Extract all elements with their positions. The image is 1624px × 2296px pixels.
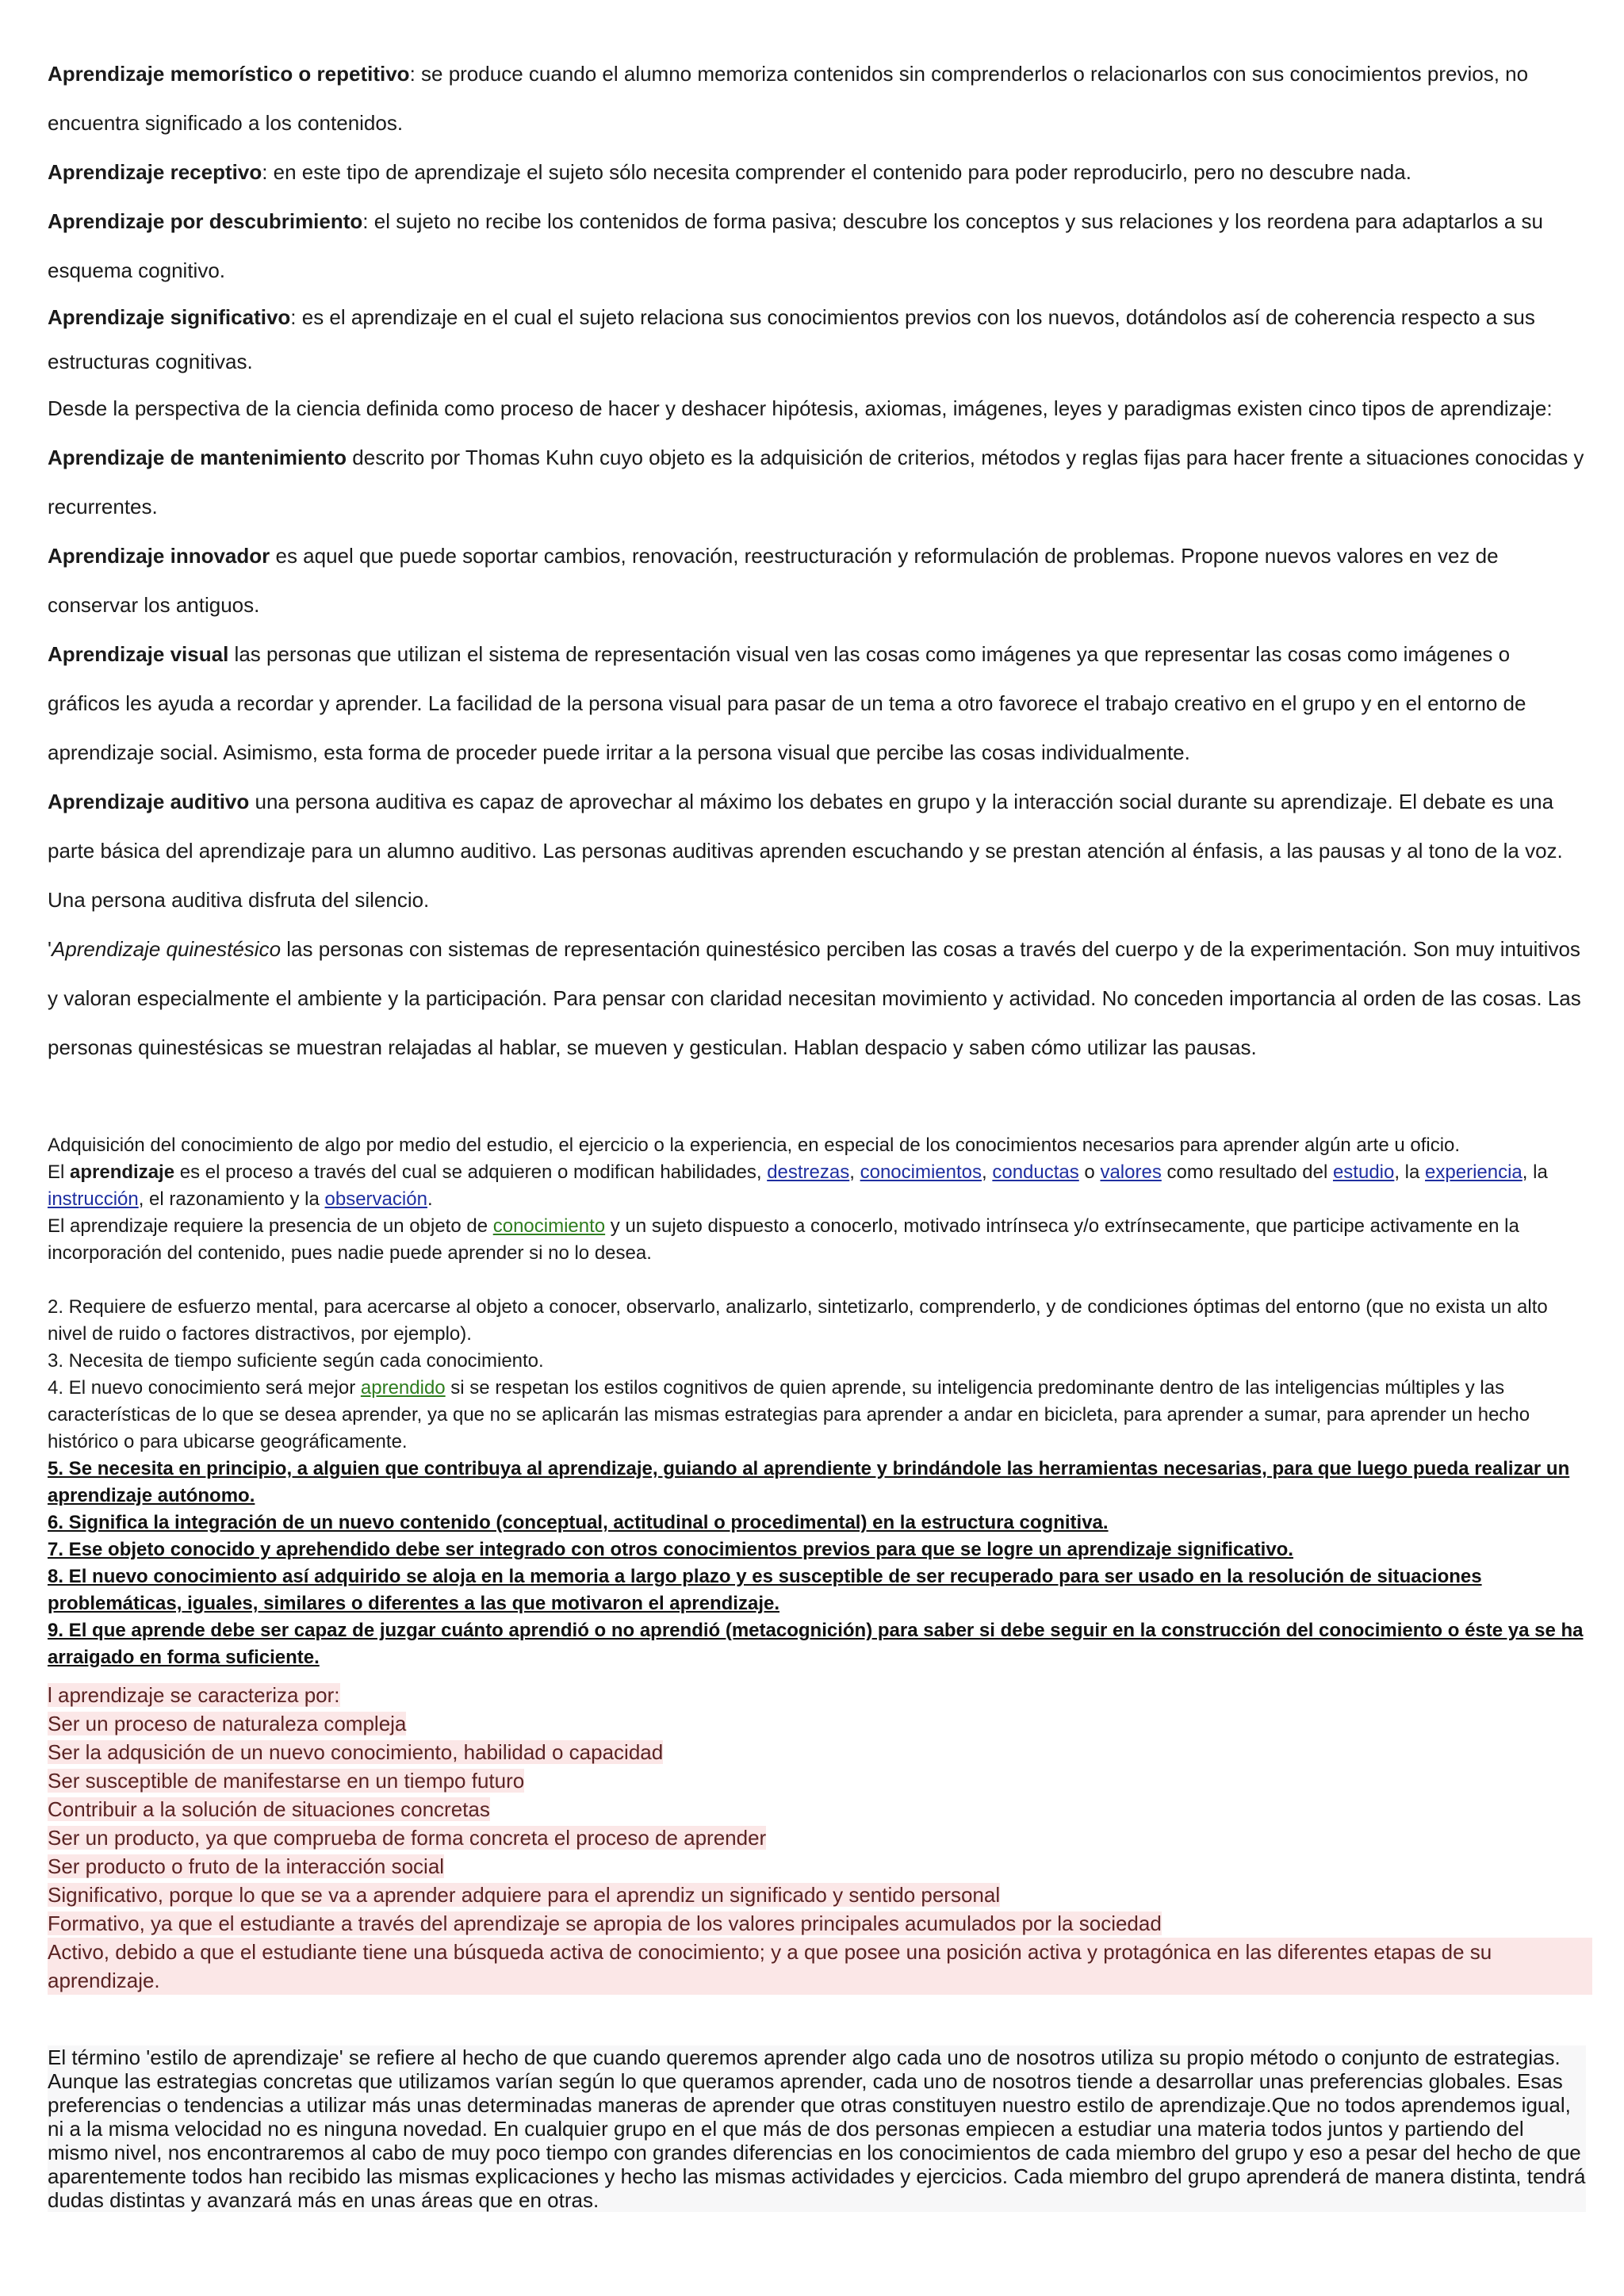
- highlighted-text: l aprendizaje se caracteriza por:: [48, 1683, 340, 1707]
- highlighted-text: Ser un proceso de naturaleza compleja: [48, 1712, 407, 1735]
- link-valores[interactable]: valores: [1100, 1161, 1162, 1183]
- definition: es aquel que puede soportar cambios, renovación, reestructuración y reformulación de problemas. Propone nuevos valores en vez de conservar los antiguos.: [48, 544, 1499, 617]
- link-conductas[interactable]: conductas: [992, 1161, 1079, 1183]
- term: Aprendizaje por descubrimiento: [48, 209, 363, 233]
- link-conocimientos[interactable]: conocimientos: [860, 1161, 982, 1183]
- paragraph-quinestesico: [48, 924, 1586, 1072]
- list-item-5: 5. Se necesita en principio, a alguien que contribuya al aprendizaje, guiando al aprendiente y brindándole las herramientas necesarias, para que luego pueda realizar un aprendizaje autónomo.: [48, 1458, 1570, 1506]
- term: Aprendizaje significativo: [48, 305, 291, 329]
- definition: descrito por Thomas Kuhn cuyo objeto es la adquisición de criterios, métodos y reglas fijas para hacer frente a situaciones conocidas y recurrentes.: [48, 446, 1584, 519]
- characteristics-heading: [48, 1681, 1592, 1709]
- paragraph-mantenimiento: [48, 433, 1586, 531]
- definition: una persona auditiva es capaz de aprovechar al máximo los debates en grupo y la interacción social durante su aprendizaje. El debate es una parte básica del aprendizaje para un alumno auditivo. Las personas auditivas aprenden escuchando y se prestan atención al énfasis, a las pausas y al tono de la voz. Una persona auditiva disfruta del silencio.: [48, 790, 1563, 912]
- term: Aprendizaje quinestésico: [51, 937, 282, 961]
- list-item-7: 7. Ese objeto conocido y aprehendido debe ser integrado con otros conocimientos previos para que se logre un aprendizaje significativo.: [48, 1539, 1294, 1560]
- highlighted-text: Ser producto o fruto de la interacción social: [48, 1854, 445, 1878]
- learning-style-section: [48, 2045, 1586, 2212]
- link-destrezas[interactable]: destrezas: [767, 1161, 850, 1183]
- text-run: es el proceso a través del cual se adquieren o modifican habilidades,: [174, 1161, 768, 1183]
- text-run: , la: [1394, 1161, 1426, 1183]
- link-aprendido[interactable]: aprendido: [360, 1377, 446, 1399]
- highlighted-text: Contribuir a la solución de situaciones concretas: [48, 1797, 490, 1821]
- paragraph-adquisicion: Adquisición del conocimiento de algo por medio del estudio, el ejercicio o la experiencia, en especial de los conocimientos necesarios para aprender algún arte u oficio.: [48, 1135, 1461, 1156]
- text-run: si se respetan los estilos cognitivos de quien aprende, su inteligencia predominante dentro de las inteligencias múltiples y las características de lo que se desea aprender, ya que no se aplicarán las mismas estrategias para aprender a andar en bicicleta, para aprender a sumar, para aprender un hecho histórico o para ubicarse geográficamente.: [48, 1377, 1530, 1452]
- definition: : el sujeto no recibe los contenidos de forma pasiva; descubre los conceptos y sus relaciones y los reordena para adaptarlos a su esquema cognitivo.: [48, 209, 1543, 282]
- paragraph-auditivo: [48, 777, 1586, 924]
- text-run: El aprendizaje requiere la presencia de un objeto de: [48, 1215, 493, 1237]
- paragraph-significativo: [48, 295, 1586, 384]
- text-run: y un sujeto dispuesto a conocerlo, motivado intrínseca y/o extrínsecamente, que participe activamente en la incorporación del contenido, pues nadie puede aprender si no lo desea.: [48, 1215, 1519, 1264]
- term: Aprendizaje visual: [48, 642, 229, 666]
- list-item-4: [48, 1375, 1586, 1456]
- characteristics-section: [48, 1681, 1592, 1995]
- characteristic-item: [48, 1823, 1592, 1852]
- highlighted-text: Ser la adqusición de un nuevo conocimiento, habilidad o capacidad: [48, 1740, 664, 1764]
- characteristic-item: [48, 1795, 1592, 1823]
- paragraph-estilo-aprendizaje: El término 'estilo de aprendizaje' se refiere al hecho de que cuando queremos aprender algo cada uno de nosotros utiliza su propio método o conjunto de estrategias. Aunque las estrategias concretas que utilizamos varían según lo que queramos aprender, cada uno de nosotros tiende a desarrollar unas preferencias globales. Esas preferencias o tendencias a utilizar más unas determinadas maneras de aprender que otras constituyen nuestro estilo de aprendizaje.Que no todos aprendemos igual, ni a la misma velocidad no es ninguna novedad. En cualquier grupo en el que más de dos personas empiecen a estudiar una materia todos juntos y partiendo del mismo nivel, nos encontraremos al cabo de muy poco tiempo con grandes diferencias en los conocimientos de cada miembro del grupo y eso a pesar del hecho de que aparentemente todos han recibido las mismas explicaciones y hecho las mismas actividades y ejercicios. Cada miembro del grupo aprenderá de manera distinta, tendrá dudas distintas y avanzará más en unas áreas que en otras.: [48, 2045, 1586, 2212]
- list-item-9: 9. El que aprende debe ser capaz de juzgar cuánto aprendió o no aprendió (metacognición) para saber si debe seguir en la construcción del conocimiento o éste ya se ha arraigado en forma suficiente.: [48, 1620, 1584, 1668]
- text-run: ,: [982, 1161, 993, 1183]
- term: Aprendizaje auditivo: [48, 790, 250, 813]
- definition: : en este tipo de aprendizaje el sujeto sólo necesita comprender el contenido para poder reproducirlo, pero no descubre nada.: [262, 160, 1411, 184]
- paragraph-definicion: [48, 1159, 1586, 1213]
- highlighted-text: Activo, debido a que el estudiante tiene una búsqueda activa de conocimiento; y a que posee una posición activa y protagónica en las diferentes etapas de su aprendizaje.: [48, 1940, 1492, 1992]
- definition: Desde la perspectiva de la ciencia definida como proceso de hacer y deshacer hipótesis, axiomas, imágenes, leyes y paradigmas existen cinco tipos de aprendizaje:: [48, 396, 1553, 420]
- term: Aprendizaje de mantenimiento: [48, 446, 347, 469]
- highlighted-text: Ser susceptible de manifestarse en un tiempo futuro: [48, 1769, 525, 1793]
- paragraph-visual: [48, 629, 1586, 777]
- definition: : es el aprendizaje en el cual el sujeto relaciona sus conocimientos previos con los nuevos, dotándolos así de coherencia respecto a sus estructuras cognitivas.: [48, 305, 1535, 373]
- paragraph-innovador: [48, 531, 1586, 629]
- definition: : se produce cuando el alumno memoriza contenidos sin comprenderlos o relacionarlos con sus conocimientos previos, no encuentra significado a los contenidos.: [48, 62, 1529, 135]
- text-run: , el razonamiento y la: [138, 1188, 325, 1210]
- link-conocimiento[interactable]: conocimiento: [492, 1215, 606, 1237]
- spacer: [48, 1267, 1586, 1294]
- term: aprendizaje: [70, 1161, 175, 1183]
- characteristic-item: [48, 1766, 1592, 1795]
- term: Aprendizaje memorístico o repetitivo: [48, 62, 410, 86]
- list-item-6: 6. Significa la integración de un nuevo contenido (conceptual, actitudinal o procedimental) en la estructura cognitiva.: [48, 1512, 1109, 1533]
- characteristic-item: [48, 1938, 1592, 1995]
- characteristic-item: [48, 1881, 1592, 1909]
- quote-mark: ': [48, 937, 52, 961]
- definition: las personas con sistemas de representación quinestésico perciben las cosas a través del cuerpo y de la experimentación. Son muy intuitivos y valoran especialmente el ambiente y la participación. Para pensar con claridad necesitan movimiento y actividad. No conceden importancia al orden de las cosas. Las personas quinestésicas se muestran relajadas al hablar, se mueven y gesticulan. Hablan despacio y saben cómo utilizar las pausas.: [48, 937, 1581, 1059]
- highlighted-text: Ser un producto, ya que comprueba de forma concreta el proceso de aprender: [48, 1826, 767, 1850]
- characteristic-item: [48, 1738, 1592, 1766]
- characteristic-item: [48, 1909, 1592, 1938]
- highlighted-text: Significativo, porque lo que se va a aprender adquiere para el aprendiz un significado y sentido personal: [48, 1883, 1001, 1907]
- text-run: o: [1078, 1161, 1101, 1183]
- term: Aprendizaje receptivo: [48, 160, 262, 184]
- list-item-2: 2. Requiere de esfuerzo mental, para acercarse al objeto a conocer, observarlo, analizarlo, sintetizarlo, comprenderlo, y de condiciones óptimas del entorno (que no exista un alto nivel de ruido o factores distractivos, por ejemplo).: [48, 1296, 1548, 1345]
- link-observacion[interactable]: observación: [324, 1188, 427, 1210]
- highlighted-text: Formativo, ya que el estudiante a través del aprendizaje se apropia de los valores principales acumulados por la sociedad: [48, 1911, 1162, 1935]
- paragraph-receptivo: [48, 147, 1586, 197]
- characteristic-item: [48, 1709, 1592, 1738]
- text-run: 4. El nuevo conocimiento será mejor: [48, 1377, 361, 1399]
- text-run: El: [48, 1161, 71, 1183]
- paragraph-perspectiva: [48, 384, 1586, 433]
- link-estudio[interactable]: estudio: [1332, 1161, 1395, 1183]
- list-item-8: 8. El nuevo conocimiento así adquirido se aloja en la memoria a largo plazo y es susceptible de ser recuperado para ser usado en la resolución de situaciones problemáticas, iguales, similares o diferentes a las que motivaron el aprendizaje.: [48, 1566, 1482, 1614]
- learning-types-section: [48, 49, 1586, 1072]
- link-instruccion[interactable]: instrucción: [48, 1188, 139, 1210]
- text-run: , la: [1522, 1161, 1548, 1183]
- text-run: ,: [849, 1161, 860, 1183]
- list-item-3: 3. Necesita de tiempo suficiente según cada conocimiento.: [48, 1350, 544, 1372]
- link-experiencia[interactable]: experiencia: [1425, 1161, 1522, 1183]
- definition: las personas que utilizan el sistema de representación visual ven las cosas como imágenes ya que representar las cosas como imágenes o gráficos les ayuda a recordar y aprender. La facilidad de la persona visual para pasar de un tema a otro favorece el trabajo creativo en el grupo y en el entorno de aprendizaje social. Asimismo, esta forma de proceder puede irritar a la persona visual que percibe las cosas individualmente.: [48, 642, 1526, 764]
- term: Aprendizaje innovador: [48, 544, 270, 568]
- text-run: .: [427, 1188, 433, 1210]
- paragraph-descubrimiento: [48, 197, 1586, 295]
- text-run: como resultado del: [1161, 1161, 1333, 1183]
- paragraph-requisito-1: [48, 1213, 1586, 1267]
- paragraph-memoristico: [48, 49, 1586, 147]
- characteristic-item: [48, 1852, 1592, 1881]
- learning-definition-section: [48, 1132, 1586, 1671]
